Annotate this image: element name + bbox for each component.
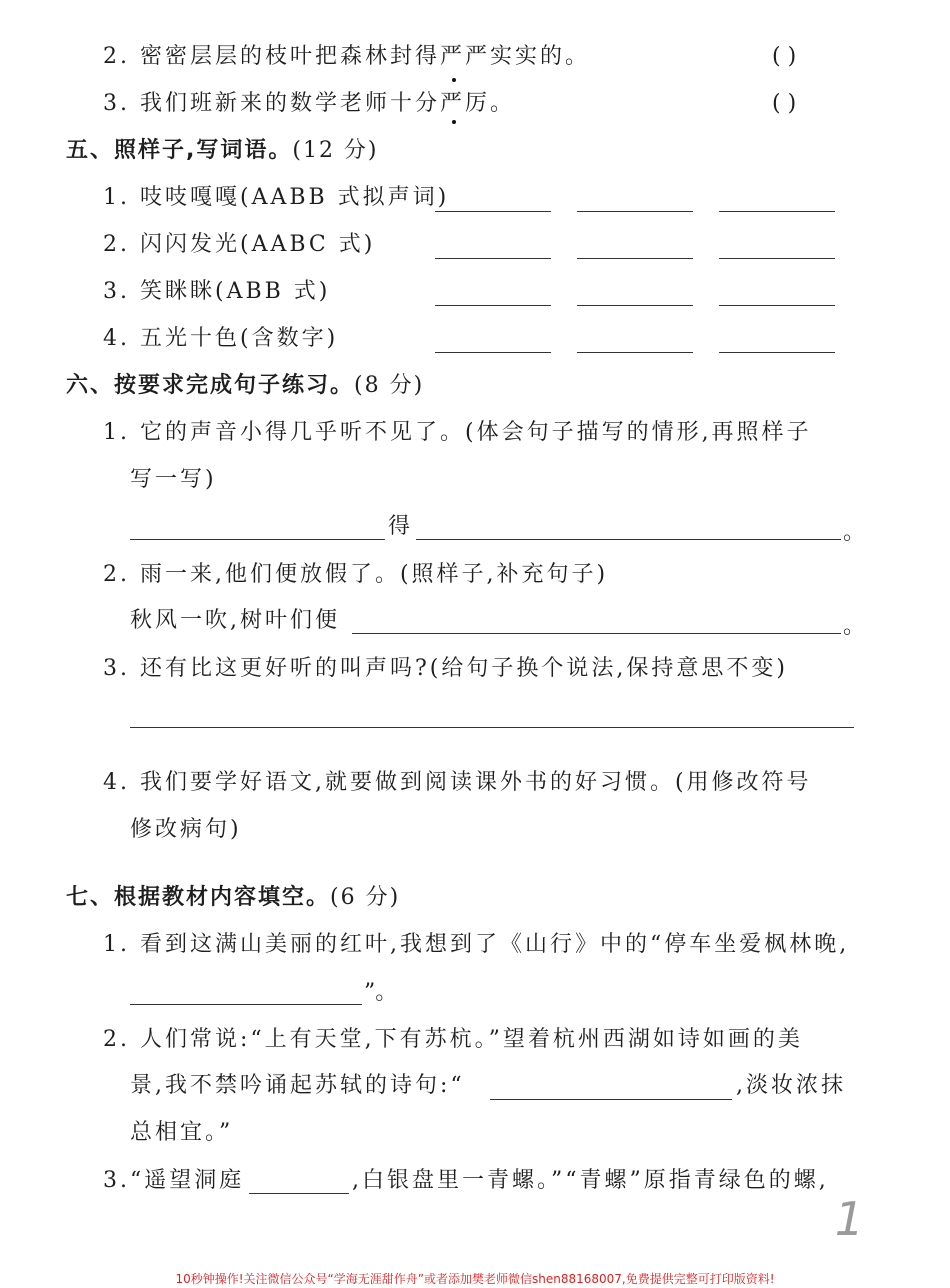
s5-item-2-blank-2[interactable] <box>577 258 693 259</box>
s6-q2: 2. 雨一来,他们便放假了。(照样子,补充句子) <box>103 562 609 587</box>
s5-item-1-blank-2[interactable] <box>577 211 693 212</box>
s5-item-2: 2. 闪闪发光(AABC 式) <box>103 232 376 257</box>
section-5-score: (12 分) <box>292 138 379 163</box>
s5-item-1-blank-1[interactable] <box>435 211 551 212</box>
section-6-heading: 六、按要求完成句子练习。 <box>66 373 355 398</box>
s6-q4-line1: 4. 我们要学好语文,就要做到阅读课外书的好习惯。(用修改符号 <box>103 770 812 795</box>
section-6-title <box>66 371 424 401</box>
section-7-score: (6 分) <box>330 885 401 910</box>
s7-q1-line1: 1. 看到这满山美丽的红叶,我想到了《山行》中的“停车坐爱枫林晚, <box>103 932 850 957</box>
s5-item-4-blank-1[interactable] <box>435 352 551 353</box>
s5-item-3-blank-3[interactable] <box>719 305 835 306</box>
page-number: 1 <box>834 1192 864 1246</box>
s7-q3-blank[interactable] <box>249 1193 349 1194</box>
s5-item-1-blank-3[interactable] <box>719 211 835 212</box>
s7-q3-start: 3.“遥望洞庭 <box>103 1168 245 1193</box>
s6-q1-de: 得 <box>388 514 411 539</box>
s7-q1-blank[interactable] <box>130 1004 362 1005</box>
s6-q1-line2: 写一写) <box>130 467 217 492</box>
footer-notice: 10秒钟操作!关注微信公众号“学海无涯甜作舟”或者添加樊老师微信shen88168007,免费提供完整可打印版资料! <box>175 1272 775 1286</box>
s5-item-3-blank-2[interactable] <box>577 305 693 306</box>
s4-item-3-answer[interactable]: ( ) <box>772 91 797 116</box>
section-5-title <box>66 136 379 166</box>
s6-q1-blank-2[interactable] <box>416 539 841 540</box>
emphasis-dot <box>452 120 456 124</box>
s7-q3-rest: ,白银盘里一青螺。”“青螺”原指青绿色的螺, <box>352 1168 829 1193</box>
s4-item-3: 3. 我们班新来的数学老师十分严厉。 <box>103 91 515 116</box>
s5-item-3: 3. 笑眯眯(ABB 式) <box>103 279 331 304</box>
s7-q2-line2b: ,淡妆浓抹 <box>736 1073 846 1098</box>
s5-item-2-blank-1[interactable] <box>435 258 551 259</box>
s6-q1-blank-1[interactable] <box>130 539 385 540</box>
s6-q2-blank[interactable] <box>352 633 841 634</box>
s5-item-3-blank-1[interactable] <box>435 305 551 306</box>
section-7-heading: 七、根据教材内容填空。 <box>66 885 331 910</box>
s7-q2-line2a: 景,我不禁吟诵起苏轼的诗句:“ <box>130 1073 465 1098</box>
s6-q1-period: 。 <box>843 520 866 545</box>
s6-q3-blank[interactable] <box>130 727 854 728</box>
s5-item-4: 4. 五光十色(含数字) <box>103 326 339 351</box>
s5-item-4-blank-2[interactable] <box>577 352 693 353</box>
s4-item-2-answer[interactable]: ( ) <box>772 44 797 69</box>
s5-item-1: 1. 吱吱嘎嘎(AABB 式拟声词) <box>103 185 450 210</box>
section-7-title <box>66 883 400 913</box>
s6-q1-line1: 1. 它的声音小得几乎听不见了。(体会句子描写的情形,再照样子 <box>103 420 812 445</box>
s5-item-2-blank-3[interactable] <box>719 258 835 259</box>
section-6-score: (8 分) <box>354 373 425 398</box>
s7-q2-blank[interactable] <box>490 1099 732 1100</box>
s7-q2-line1: 2. 人们常说:“上有天堂,下有苏杭。”望着杭州西湖如诗如画的美 <box>103 1027 803 1052</box>
s7-q2-line3: 总相宜。” <box>130 1120 234 1145</box>
s5-item-4-blank-3[interactable] <box>719 352 835 353</box>
s6-q2-period: 。 <box>843 614 866 639</box>
s6-q4-line2: 修改病句) <box>130 817 242 842</box>
s6-q3: 3. 还有比这更好听的叫声吗?(给句子换个说法,保持意思不变) <box>103 656 788 681</box>
section-5-heading: 五、照样子,写词语。 <box>66 138 293 163</box>
s6-q2-prefix: 秋风一吹,树叶们便 <box>130 608 340 633</box>
s4-item-2: 2. 密密层层的枝叶把森林封得严严实实的。 <box>103 44 590 69</box>
emphasis-dot <box>452 78 456 82</box>
s7-q1-end: ”。 <box>364 980 398 1005</box>
